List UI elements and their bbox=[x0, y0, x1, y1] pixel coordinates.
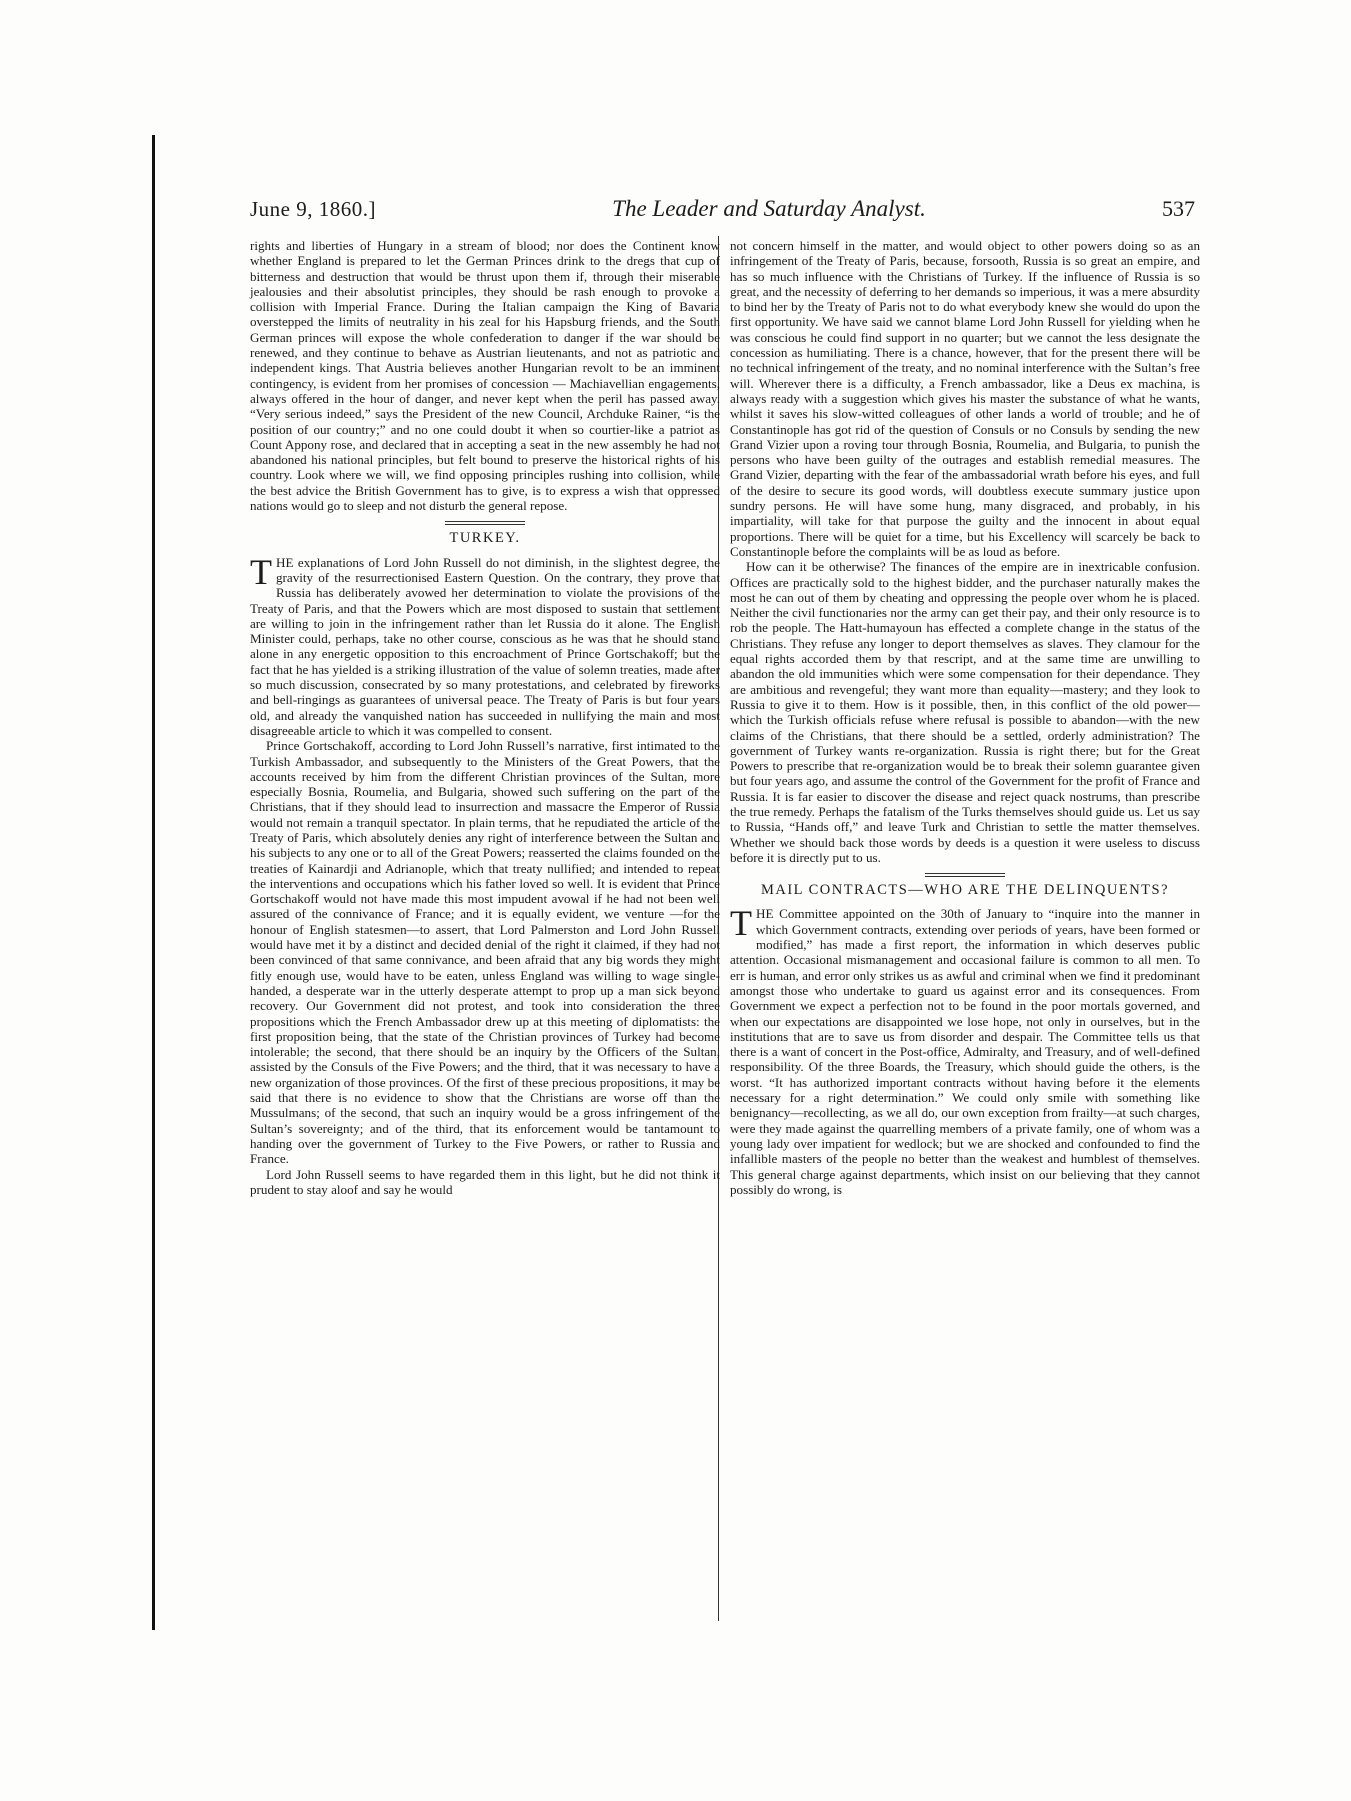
turkey-paragraph-1-text: HE explanations of Lord John Russell do not diminish, in the slightest degree, the gravity of the resurrectionised Eastern Question. On the contrary, they prove that Russia has deliberately avowed her determination to violate the provisions of the Treaty of Paris, and that the Powers which are most disposed to sustain that settlement are willing to join in the infringement rather than let Russia do it alone. The English Minister could, perhaps, take no other course, conscious as he was that he should stand alone in any energetic opposition to this encroachment of Prince Gortschakoff; but the fact that he has yielded is a striking illustration of the value of solemn treaties, made after so much discussion, consecrated by so many protestations, and celebrated by fireworks and bell-ringings as guarantees of universal peace. The Treaty of Paris is but four years old, and already the vanquished nation has succeeded in nullifying the main and most disagreeable article to which it was compelled to consent. bbox=[250, 554, 720, 738]
drop-cap-mail: T bbox=[730, 903, 752, 944]
continued-paragraph: rights and liberties of Hungary in a stream of blood; nor does the Continent know whether England is prepared to let the German Princes drink to the dregs that cup of bitterness and destruction that would be thrust upon them if, through their miserable jealousies and their absolutist principles, they should be rash enough to provoke a collision with Imperial France. During the Italian campaign the King of Bavaria overstepped the limits of neutrality in his zeal for his Hapsburg friends, and the South German princes will expose the whole confederation to danger if the war should be renewed, and they continue to behave as Austrian lieutenants, and not as patriotic and independent kings. That Austria believes another Hungarian revolt to be an imminent contingency, is evident from her promises of concession — Machiavellian engagements, always offered in the hour of danger, and never kept when the peril has passed away. “Very serious indeed,” says the President of the new Council, Archduke Rainer, “is the position of our country;” and no one could doubt it when so courtier-like a patriot as Count Appony rose, and declared that in accepting a seat in the new assembly he had not abandoned his national principles, but felt bound to preserve the historical rights of his country. Look where we will, we find opposing principles rushing into collision, while the best advice the British Government has to give, is to express a wish that oppressed nations would go to sleep and not disturb the general repose. bbox=[250, 238, 720, 514]
turkey-paragraph-2: Prince Gortschakoff, according to Lord John Russell’s narrative, first intimated to the Turkish Ambassador, and subsequently to the Ministers of the Great Powers, that the accounts received by him from the different Christian provinces of the Sultan, more especially Bosnia, Roumelia, and Bulgaria, showed such suffering on the part of the Christians, that if they should lead to insurrection and massacre the Emperor of Russia would not remain a tranquil spectator. In plain terms, that he repudiated the article of the Treaty of Paris, which absolutely denies any right of interference between the Sultan and his subjects to any one or to all of the Great Powers; reasserted the claims founded on the treaties of Kainardji and Adrianople, which that treaty nullified; and intended to repeat the interventions and occupations which his father loved so well. It is evident that Prince Gortschakoff would not have made this most impudent avowal if he had not been well assured of the connivance of France; and it is equally evident, we venture —for the honour of English statesmen—to assert, that Lord Palmerston and Lord John Russell would have met it by a distinct and decided denial of the right it claimed, if they had not been convinced of that same connivance, and been afraid that any big words they might fitly enough use, would have to be eaten, unless England was willing to wage single-handed, a desperate war in the utterly desperate attempt to prop up a man sick beyond recovery. Our Government did not protest, and took into consideration the three propositions which the French Ambassador drew up at this meeting of diplomatists: the first proposition being, that the state of the Christian provinces of Turkey had become intolerable; the second, that there should be an inquiry by the Officers of the Sultan, assisted by the Consuls of the Five Powers; and the third, that it was necessary to have a new organization of those provinces. Of the first of these precious propositions, it may be said that there is no evidence to show that the Christians are worse off than the Mussulmans; of the second, that such an inquiry would be a gross infringement of the Sultan’s sovereignty; and of the third, that its enforcement would be tantamount to handing over the government of Turkey to the Five Powers, or rather to Russia and France. bbox=[250, 738, 720, 1167]
mail-paragraph-1 bbox=[730, 903, 1200, 1197]
mail-paragraph-1-text: HE Committee appointed on the 30th of January to “inquire into the manner in which Government contracts, extending over periods of years, have been formed or modified,” has made a first report, the information in which deserves public attention. Occasional mismanagement and occasional failure is common to all men. To err is human, and error only strikes us as awful and criminal when we find it predominant amongst those who undertake to guard us against error and its consequences. From Government we expect a perfection not to be found in the poor mortals governed, and when our expectations are disappointed we lose hope, not only in ourselves, but in the institutions that are to save us from disorder and despair. The Committee tells us that there is a want of concert in the Post-office, Admiralty, and Treasury, and of well-defined responsibility. Of the three Boards, the Treasury, which should guide the others, is the worst. “It has authorized important contracts without having before it the elements necessary for a right determination.” We could only smile with something like benignancy—recollecting, as we all do, our own exception from frailty—at such charges, were they made against the quarrelling members of a private family, one of whom was a young lady over impatient for wedlock; but we are shocked and confounded to find the infallible masters of the people no better than the weakest and humblest of themselves. This general charge against departments, which insist on our believing that they cannot possibly do wrong, is bbox=[730, 906, 1200, 1197]
publication-title: The Leader and Saturday Analyst. bbox=[612, 196, 926, 221]
section-rule-mail bbox=[925, 873, 1005, 877]
page-header bbox=[250, 196, 1195, 226]
turkey-paragraph-right-2: How can it be otherwise? The finances of the empire are in inextricable confusion. Offices are practically sold to the highest bidder, and the purchaser naturally makes the most he can out of them by cheating and oppressing the people over whom he is placed. Neither the civil functionaries nor the army can get their pay, and their only resource is to rob the people. The Hatt-humayoun has effected a complete change in the status of the Christians. They refuse any longer to deport themselves as slaves. They clamour for the equal rights accorded them by that rescript, and at the same time are unwilling to abandon the old immunities which were some compensation for their dependance. They are ambitious and revengeful; they want more than equality—mastery; and they look to Russia to give it to them. How is it possible, then, in this conflict of the old power—which the Turkish officials refuse where refusal is possible to abandon—with the new claims of the Christians, that there should be a settled, orderly administration? The government of Turkey wants re-organization. Russia is right there; but for the Great Powers to prescribe that re-organization would be to break their solemn guarantee given but four years ago, and assume the control of the Government for the profit of France and Russia. It is far easier to discover the disease and reject quack nostrums, than prescribe the true remedy. Perhaps the fatalism of the Turks themselves should guide us. Let us say to Russia, “Hands off,” and leave Turk and Christian to settle the matter themselves. Whether we should back those words by deeds is a question it were useless to discuss before it is directly put to us. bbox=[730, 559, 1200, 865]
section-title-turkey: TURKEY. bbox=[449, 530, 521, 547]
turkey-paragraph-3: Lord John Russell seems to have regarded them in this light, but he did not think it prudent to stay aloof and say he would bbox=[250, 1166, 720, 1197]
continued-paragraph-right: not concern himself in the matter, and would object to other powers doing so as an infringement of the Treaty of Paris, because, forsooth, Russia is so great an empire, and has so much influence with the Christians of Turkey. If the influence of Russia is so great, and the necessity of deferring to her demands so imperious, it was a mere absurdity to bind her by the Treaty of Paris not to do what everybody knew she would do upon the first opportunity. We have said we cannot blame Lord John Russell for yielding when he was conscious he could find support in no quarter; but we cannot the less designate the concession as humiliating. There is a chance, however, that for the present there will be no technical infringement of the treaty, and no nominal interference with the Sultan’s free will. Wherever there is a difficulty, a French ambassador, like a Deus ex machina, is always ready with a suggestion which gives his master the substance of what he wants, whilst it saves his slow-witted colleagues of other lands a world of trouble; and he of Constantinople has got rid of the question of Consuls or no Consuls by sending the new Grand Vizier upon a roving tour through Bosnia, Roumelia, and Bulgaria, to punish the persons who have been guilty of the outrages and establish remedial measures. The Grand Vizier, departing with the fear of the ambassadorial wrath before his eyes, and full of the desire to secure its good words, will doubtless execute summary justice upon sundry persons. He will have some hung, many disgraced, and probably, in his impartiality, will take for that purpose the guilty and the innocent in about equal proportions. There will be quiet for a time, but his Excellency will scarcely be back to Constantinople before the complaints will be as loud as before. bbox=[730, 238, 1200, 559]
page-spine-shadow bbox=[152, 135, 155, 1630]
issue-date: June 9, 1860.] bbox=[250, 197, 376, 221]
left-column bbox=[250, 238, 720, 1197]
drop-cap: T bbox=[250, 551, 272, 592]
section-title-mail-contracts: MAIL CONTRACTS—WHO ARE THE DELINQUENTS? bbox=[760, 882, 1170, 899]
page-number: 537 bbox=[1162, 196, 1195, 221]
section-rule bbox=[445, 521, 525, 525]
right-column bbox=[730, 238, 1200, 1197]
turkey-paragraph-1 bbox=[250, 551, 720, 739]
